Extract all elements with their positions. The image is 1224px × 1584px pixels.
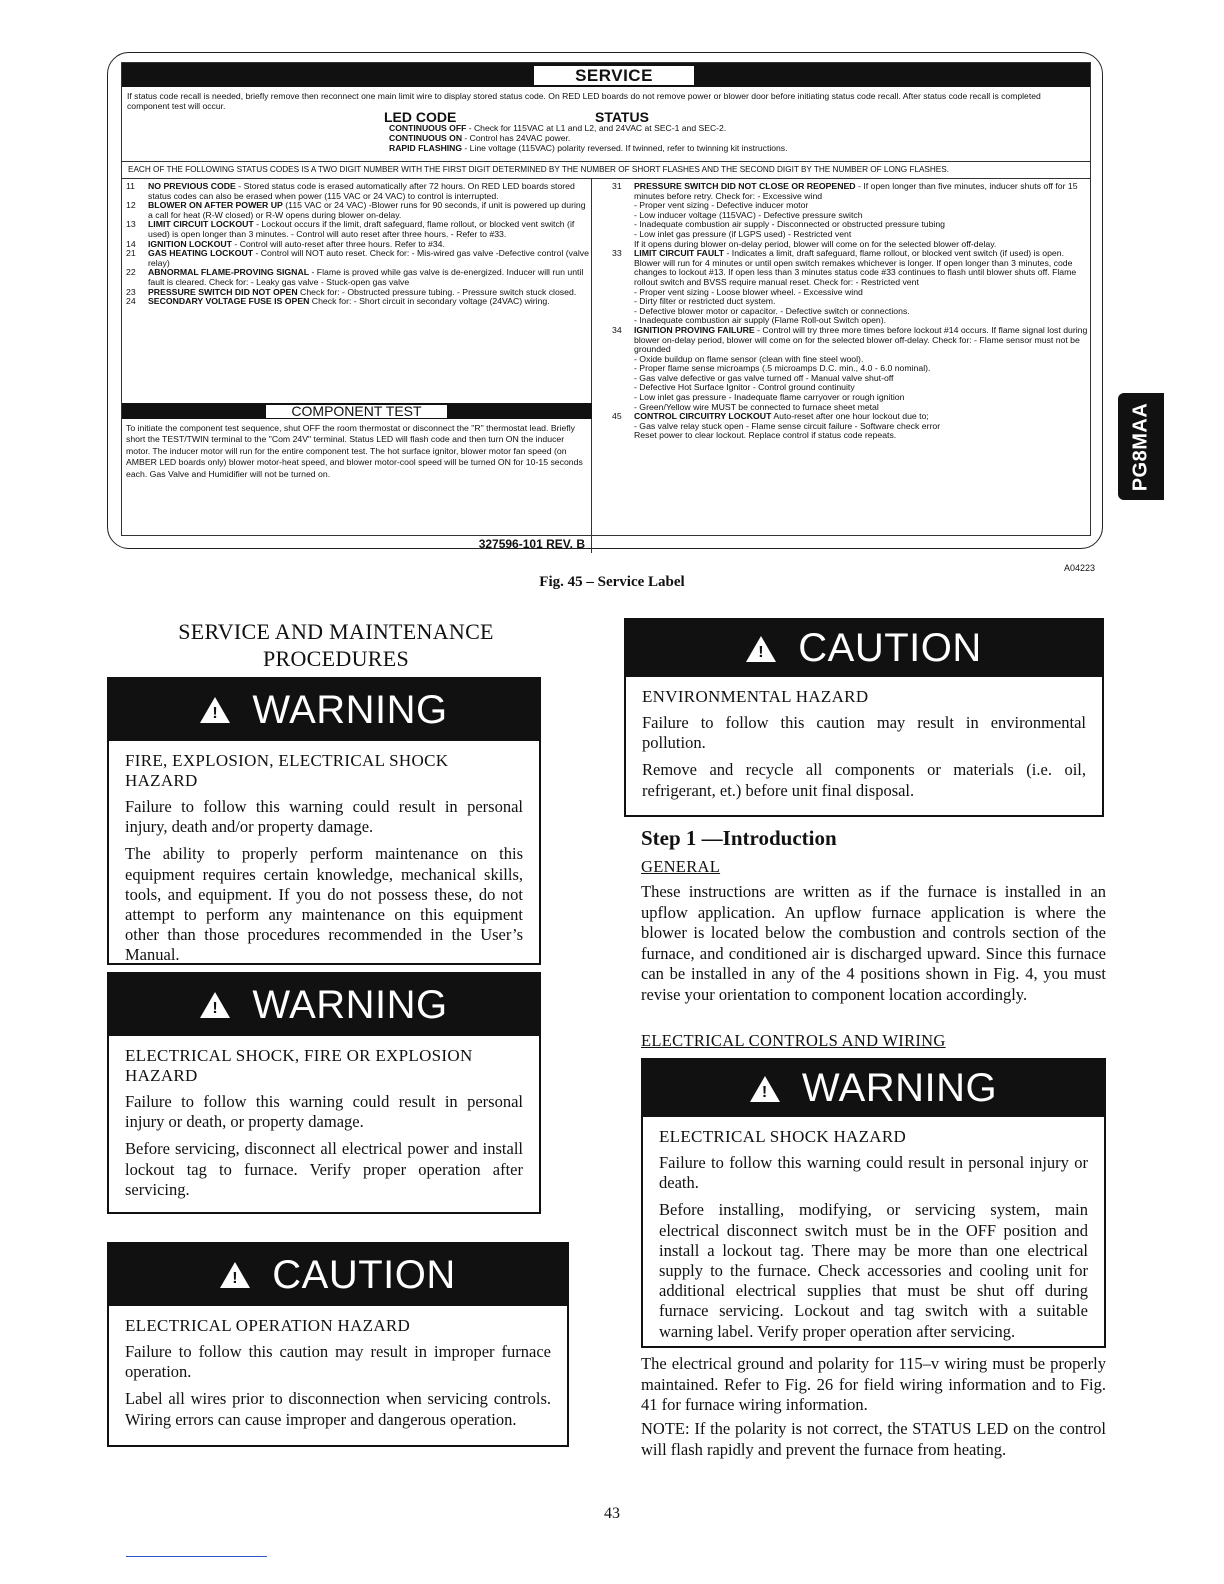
warning-paragraph: Failure to follow this warning could result in personal injury, death and/or property damage.	[125, 797, 523, 837]
status-code-description: Auto-reset after one hour lockout due to;	[771, 411, 929, 422]
status-code-entry	[122, 182, 591, 201]
warning-body	[109, 1036, 539, 1200]
status-code-number: 23	[126, 286, 136, 297]
warning-body	[109, 741, 539, 966]
status-code-number: 11	[126, 181, 136, 191]
status-code-entry	[608, 326, 1088, 355]
general-heading: GENERAL	[641, 857, 721, 876]
warning-triangle-icon	[200, 697, 230, 723]
hazard-title: ENVIRONMENTAL HAZARD	[642, 687, 869, 706]
status-code-description: Check for: - Obstructed pressure tubing. - Pressure switch stuck closed.	[297, 286, 577, 297]
status-code-entry: Reset power to clear lockout. Replace control if status code repeats.	[634, 430, 897, 441]
figure-caption: Fig. 45 – Service Label	[539, 574, 685, 590]
warning-paragraph: Before installing, modifying, or servicing system, main electrical disconnect switch must be in the OFF position and install a lockout tag. There may be more than one electrical supply to the furnace. Check accessories and cooling unit for additional electrical supplies that must be shut off during furnace servicing. Lockout and tag switch with a suitable warning label. Verify proper operation after servicing.	[659, 1200, 1088, 1341]
status-code-description: - Indicates a limit, draft safeguard, flame rollout, or blocked vent switch (if used) is open. Blower will run for 4 minutes or until open switch remakes whichever is longer. If open longer than 3 minutes, code changes to lockout #13. If open less than 3 minutes status code #33 continues to flash until blower shuts off. Flame rollout switch and BVSS require manual reset. Check for: - Restricted vent	[634, 248, 1077, 287]
status-codes-right	[608, 179, 1088, 553]
status-code-entry	[122, 297, 591, 307]
caution-paragraph: Remove and recycle all components or materials (i.e. oil, refrigerant, et.) before unit final disposal.	[642, 760, 1086, 800]
status-code-columns	[122, 179, 1090, 553]
revision-number: 327596-101 REV. B	[478, 537, 585, 551]
status-code-name: PRESSURE SWITCH DID NOT OPEN	[148, 286, 298, 297]
status-code-number: 12	[126, 200, 136, 211]
caution-label: CAUTION	[798, 626, 982, 670]
status-code-entry: - Low inlet gas pressure (if LGPS used) - Restricted vent	[634, 228, 852, 239]
status-code-entry	[122, 249, 591, 268]
note-paragraph	[641, 1419, 1106, 1460]
status-code-name: ABNORMAL FLAME-PROVING SIGNAL	[148, 267, 310, 278]
led-code-list	[122, 123, 1090, 161]
led-row	[389, 143, 1090, 153]
warning-box-fire	[107, 677, 541, 965]
status-code-text	[148, 297, 591, 307]
status-code-entry: If it opens during blower on-delay period, blower will come on for the selected blower off-delay.	[634, 238, 997, 249]
status-code-number: 33	[612, 248, 622, 259]
step-heading: Step 1 —Introduction	[641, 826, 837, 850]
status-code-entry	[122, 268, 591, 287]
section-heading	[107, 618, 565, 672]
warning-paragraph: Failure to follow this warning could result in personal injury or death.	[659, 1153, 1088, 1193]
status-code-entry: - Low inducer voltage (115VAC) - Defective pressure switch	[634, 209, 863, 220]
status-code-text	[634, 249, 1088, 287]
status-code-name: GAS HEATING LOCKOUT	[148, 248, 254, 259]
page-number: 43	[604, 1505, 620, 1522]
warning-paragraph: Failure to follow this warning could result in personal injury or death, or property damage.	[125, 1092, 523, 1132]
electrical-controls-heading: ELECTRICAL CONTROLS AND WIRING	[641, 1031, 946, 1050]
caution-label: CAUTION	[272, 1252, 456, 1297]
service-intro	[122, 87, 1090, 123]
status-codes-left	[122, 179, 592, 553]
status-code-entry: - Oxide buildup on flame sensor (clean with fine steel wool).	[634, 353, 864, 364]
warning-banner	[109, 679, 539, 741]
status-code-text	[634, 326, 1088, 355]
status-code-entry: - Gas valve relay stuck open - Flame sense circuit failure - Software check error	[634, 420, 941, 431]
status-code-number: 22	[126, 267, 136, 278]
led-row	[389, 133, 1090, 143]
status-code-description: - Lockout occurs if the limit, draft safeguard, flame rollout, or blocked vent switch (if used) is open longer than 3 minutes. - Control will auto reset after three hours. - Refer to #33.	[148, 219, 575, 239]
status-code-entry: - Inadequate combustion air supply - Disconnected or obstructed pressure tubing	[634, 219, 945, 230]
led-code-heading: LED CODE	[384, 109, 457, 125]
status-code-description: Check for: - Short circuit in secondary voltage (24VAC) wiring.	[309, 296, 550, 307]
led-row-code: RAPID FLASHING	[389, 143, 463, 153]
status-code-explanation: EACH OF THE FOLLOWING STATUS CODES IS A TWO DIGIT NUMBER WITH THE FIRST DIGIT DETERMINED BY THE NUMBER OF SHORT FLASHES AND THE SECOND DIGIT BY THE NUMBER OF LONG FLASHES.	[122, 161, 1090, 179]
component-test-title: COMPONENT TEST	[265, 404, 448, 419]
status-code-description: - If open longer than five minutes, inducer shuts off for 15 minutes before retry. Check for: - Excessive wind	[634, 181, 1078, 201]
hazard-title: ELECTRICAL OPERATION HAZARD	[125, 1316, 411, 1335]
caution-body	[109, 1306, 567, 1430]
hazard-title: ELECTRICAL SHOCK, FIRE OR EXPLOSION HAZARD	[125, 1046, 473, 1085]
status-heading: STATUS	[595, 109, 649, 125]
warning-triangle-icon	[200, 992, 230, 1018]
status-code-entry: - Proper vent sizing - Defective inducer motor	[634, 200, 809, 211]
status-code-number: 13	[126, 219, 136, 230]
section-heading-line: SERVICE AND MAINTENANCE	[178, 619, 494, 644]
led-row-code: CONTINUOUS OFF	[389, 123, 467, 133]
warning-label: WARNING	[252, 687, 448, 732]
left-code-list	[122, 179, 591, 307]
led-row-text: - Check for 115VAC at L1 and L2, and 24VAC at SEC-1 and SEC-2.	[466, 123, 727, 133]
warning-body	[643, 1117, 1104, 1342]
service-intro-text: If status code recall is needed, briefly remove then reconnect one main limit wire to display stored status code. On RED LED boards do not remove power or blower door before initiating status code recall. After status code recall is completed component test will occur.	[127, 91, 1041, 111]
status-code-name: CONTROL CIRCUITRY LOCKOUT	[634, 411, 772, 422]
status-code-number: 34	[612, 324, 622, 335]
status-code-name: NO PREVIOUS CODE	[148, 181, 236, 191]
hazard-title: ELECTRICAL SHOCK HAZARD	[659, 1127, 907, 1146]
led-row-text: - Control has 24VAC power.	[462, 133, 571, 143]
led-row	[389, 123, 1090, 133]
note-text: If the polarity is not correct, the STATUS LED on the control will flash rapidly and prevent the furnace from heating.	[641, 1419, 1106, 1459]
side-tab-label: PG8MAA	[1129, 402, 1152, 491]
warning-label: WARNING	[252, 982, 448, 1027]
status-code-entry: - Proper vent sizing - Loose blower wheel. - Excessive wind	[634, 286, 863, 297]
status-code-entry: - Gas valve defective or gas valve turned off - Manual valve shut-off	[634, 372, 894, 383]
caution-banner	[109, 1244, 567, 1306]
status-code-entry: - Dirty filter or restricted duct system.	[634, 296, 776, 307]
service-label	[121, 62, 1091, 551]
status-code-entry: - Inadequate combustion air supply (Flame Roll-out Switch open).	[634, 315, 887, 326]
caution-triangle-icon	[220, 1262, 250, 1288]
warning-paragraph: The ability to properly perform maintenance on this equipment requires certain knowledge, mechanical skills, tools, and equipment. If you do not possess these, do not attempt to perform any maintenance on this equipment other than those procedures recommended in the User’s Manual.	[125, 844, 523, 965]
footer-rule	[126, 1556, 267, 1557]
status-code-number: 14	[126, 238, 136, 249]
warning-banner	[109, 974, 539, 1036]
warning-box-electrical	[107, 972, 541, 1214]
status-code-text	[148, 182, 591, 201]
caution-banner	[626, 620, 1102, 677]
figure-id: A04223	[1064, 563, 1096, 573]
status-code-description: - Stored status code is erased automatically after 72 hours. On RED LED boards stored status codes can also be erased when power (115 VAC or 24 VAC) to control is interrupted.	[148, 181, 575, 201]
warning-triangle-icon	[750, 1076, 780, 1102]
status-code-text	[148, 201, 591, 220]
caution-box-electrical	[107, 1242, 569, 1447]
status-code-name: LIMIT CIRCUIT LOCKOUT	[148, 219, 254, 230]
status-code-name: BLOWER ON AFTER POWER UP	[148, 200, 283, 211]
status-code-entry: - Proper flame sense microamps (.5 microamps D.C. min., 4.0 - 6.0 nominal).	[634, 363, 931, 374]
status-code-number: 21	[126, 248, 136, 259]
component-test-bar	[122, 403, 592, 419]
status-code-entry	[608, 182, 1088, 201]
ground-polarity-text: The electrical ground and polarity for 115–v wiring must be properly maintained. Refer to Fig. 26 for field wiring information and to Fig. 41 for furnace wiring information.	[641, 1354, 1106, 1414]
status-code-text	[634, 182, 1088, 201]
status-code-entry	[122, 201, 591, 220]
caution-paragraph: Label all wires prior to disconnection when servicing controls. Wiring errors can cause improper and dangerous operation.	[125, 1389, 551, 1429]
status-code-description: - Control will auto-reset after three hours. Refer to #34.	[231, 238, 445, 249]
status-code-name: IGNITION PROVING FAILURE	[634, 324, 755, 335]
led-row-text: - Line voltage (115VAC) polarity reversed. If twinned, refer to twinning kit instructions.	[462, 143, 788, 153]
led-row-code: CONTINUOUS ON	[389, 133, 463, 143]
status-code-name: SECONDARY VOLTAGE FUSE IS OPEN	[148, 296, 310, 307]
caution-body	[626, 677, 1102, 801]
status-code-entry	[122, 220, 591, 239]
status-code-number: 31	[612, 181, 622, 191]
caution-paragraph: Failure to follow this caution may result in improper furnace operation.	[125, 1342, 551, 1382]
status-code-description: (115 VAC or 24 VAC) -Blower runs for 90 seconds, if unit is powered up during a call for heat (R-W closed) or R-W opens during blower on-delay.	[148, 200, 586, 220]
note-label: NOTE:	[641, 1419, 690, 1438]
caution-box-environmental	[624, 618, 1104, 817]
status-code-name: PRESSURE SWITCH DID NOT CLOSE OR REOPENED	[634, 181, 856, 191]
status-code-number: 24	[126, 296, 136, 307]
hazard-title: FIRE, EXPLOSION, ELECTRICAL SHOCK HAZARD	[125, 751, 449, 790]
general-text: These instructions are written as if the furnace is installed in an upflow application. An upflow furnace application is where the blower is located below the combustion and controls section of the furnace, and conditioned air is discharged upward. Since this furnace can be installed in any of the 4 positions shown in Fig. 4, you must revise your orientation to component location accordingly.	[641, 882, 1106, 1004]
warning-paragraph: Before servicing, disconnect all electrical power and install lockout tag to furnace. Verify proper operation after servicing.	[125, 1139, 523, 1199]
status-code-description: - Control will NOT auto reset. Check for: - Mis-wired gas valve -Defective control (valve relay)	[148, 248, 589, 268]
caution-paragraph: Failure to follow this caution may result in environmental pollution.	[642, 713, 1086, 753]
warning-banner	[643, 1060, 1104, 1117]
status-code-description: - Control will try three more times before lockout #14 occurs. If flame signal lost during blower on-delay period, blower will come on for the selected blower off-delay. Check for: - Flame sensor must not be grounded	[634, 324, 1088, 355]
status-code-entry: - Green/Yellow wire MUST be connected to furnace sheet metal	[634, 401, 879, 412]
status-code-entry: - Defective Hot Surface Ignitor - Control ground continuity	[634, 382, 855, 393]
caution-triangle-icon	[746, 636, 776, 662]
status-code-entry	[608, 249, 1088, 287]
right-code-list	[608, 179, 1088, 441]
service-title: SERVICE	[533, 65, 695, 86]
status-code-entry: - Defective blower motor or capacitor. - Defective switch or connections.	[634, 305, 910, 316]
status-code-entry: - Low inlet gas pressure - Inadequate flame carryover or rough ignition	[634, 392, 905, 403]
status-code-name: LIMIT CIRCUIT FAULT	[634, 248, 725, 259]
status-code-text	[148, 268, 591, 287]
warning-label: WARNING	[801, 1066, 998, 1110]
warning-box-shock	[641, 1058, 1106, 1348]
status-code-text	[148, 249, 591, 268]
side-tab	[1118, 393, 1164, 500]
status-code-name: IGNITION LOCKOUT	[148, 238, 232, 249]
status-code-text	[148, 220, 591, 239]
component-test-text: To initiate the component test sequence, shut OFF the room thermostat or disconnect the "R" thermostat lead. Briefly short the TEST/TWIN terminal to the "Com 24V" terminal. Status LED will flash code and then turn ON the inducer motor. The inducer motor will run for the entire component test. The hot surface ignitor, blower motor fan speed (on AMBER LED boards only) blower motor-heat speed, and blower motor-cool speed will be turned ON for 10-15 seconds each. Gas Valve and Humidifier will not be turned on.	[126, 423, 583, 479]
section-heading-line: PROCEDURES	[262, 646, 410, 671]
service-title-bar	[122, 63, 1090, 87]
status-code-description: - Flame is proved while gas valve is de-energized. Inducer will run until fault is cleared. Check for: - Leaky gas valve - Stuck-open gas valve	[148, 267, 584, 287]
status-code-number: 45	[612, 411, 622, 422]
